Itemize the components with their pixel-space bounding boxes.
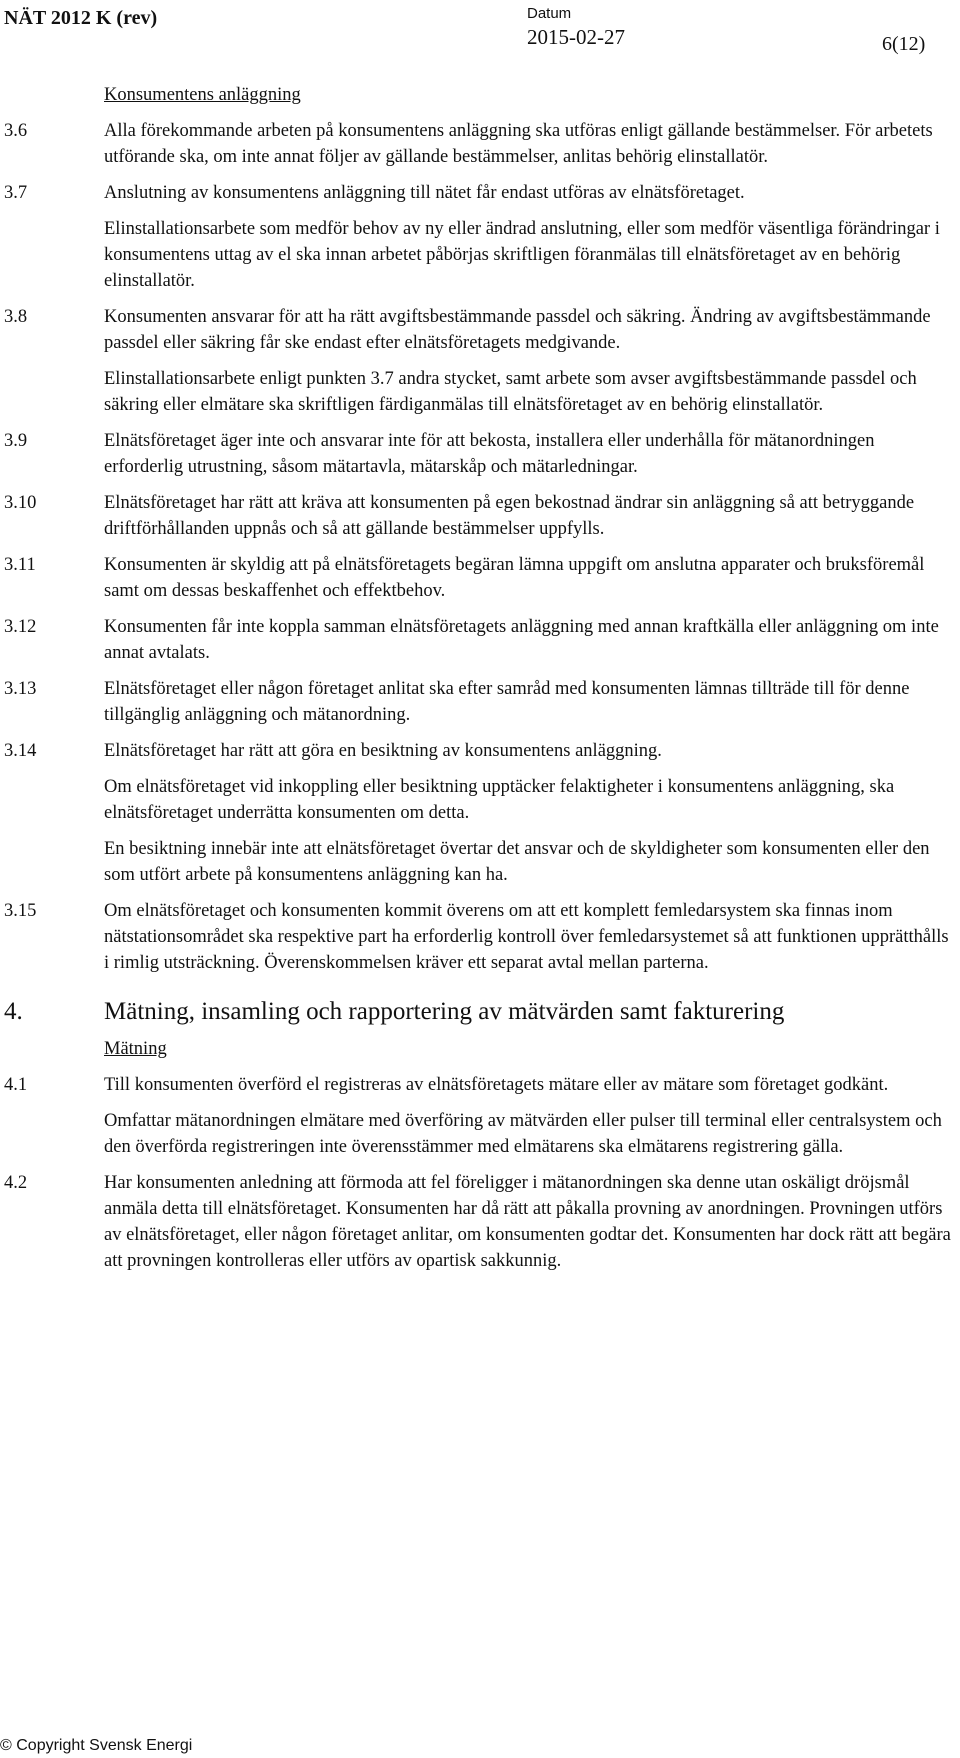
clause-text: Anslutning av konsumentens anläggning till nätet får endast utföras av elnätsföretaget. [104,183,745,203]
clause-3-10 [0,490,960,542]
clause-number: 3.13 [4,679,37,699]
clause-number: 3.7 [4,183,28,203]
clause-3-13 [0,676,960,728]
clause-text: Till konsumenten överförd el registreras av elnätsföretagets mätare eller av mätare som företaget godkänt. [104,1075,889,1095]
clause-text: Konsumenten får inte koppla samman elnätsföretagets anläggning med annan kraftkälla eller anläggning om inte annat avtalats. [104,617,939,663]
clause-paragraph: Elinstallationsarbete som medför behov av ny eller ändrad anslutning, eller som medför väsentliga förändringar i konsumentens uttag av el ska innan arbetet påbörjas skriftligen föranmälas till elnätsföretaget av en behörig elinstallatör. [104,219,940,291]
clause-paragraph: Elinstallationsarbete enligt punkten 3.7 andra stycket, samt arbete som avser avgiftsbestämmande passdel och säkring eller elmätare ska skriftligen färdiganmälas till elnätsföretaget av en behörig elinstallatör. [104,369,917,415]
subheading-matning: Mätning [104,1039,167,1059]
section-4-heading [0,996,960,1028]
clause-number: 3.15 [4,901,37,921]
clause-number: 4.2 [4,1173,28,1193]
clause-number: 4.1 [4,1075,28,1095]
clause-text: Elnätsföretaget har rätt att kräva att konsumenten på egen bekostnad ändrar sin anläggning så att betryggande driftförhållanden uppnås och så att gällande bestämmelser uppfylls. [104,493,915,539]
date-label: Datum [527,5,572,22]
clause-text: Konsumenten ansvarar för att ha rätt avgiftsbestämmande passdel och säkring. Ändring av avgiftsbestämmande passdel eller säkring får ske endast efter elnätsföretagets medgivande. [104,307,931,353]
section-title: Mätning, insamling och rapportering av mätvärden samt fakturering [104,998,785,1025]
section-number: 4. [4,998,23,1025]
clause-3-8 [0,304,960,356]
clause-3-12 [0,614,960,666]
page-number: 6(12) [882,33,926,55]
clause-number: 3.14 [4,741,37,761]
clause-number: 3.12 [4,617,37,637]
clause-number: 3.10 [4,493,37,513]
clause-4-1 [0,1072,960,1098]
clause-3-7 [0,180,960,206]
clause-text: Om elnätsföretaget och konsumenten kommit överens om att ett komplett femledarsystem ska finnas inom nätstationsområdet ska respektive part ha erforderlig kontroll över femledarsystemet så att funktionen upprätthålls i rimlig utsträckning. Överenskommelsen kräver ett separat avtal mellan parterna. [104,901,949,973]
date-value: 2015-02-27 [527,25,625,49]
clause-paragraph: Omfattar mätanordningen elmätare med överföring av mätvärden eller pulser till terminal eller centralsystem och den överförda registreringen inte överensstämmer med elmätarens ska elmätarens registrering gälla. [104,1111,942,1157]
clause-text: Har konsumenten anledning att förmoda att fel föreligger i mätanordningen ska denne utan oskäligt dröjsmål anmäla detta till elnätsföretaget. Konsumenten har då rätt att påkalla provning av anordningen. Provningen utförs av elnätsföretaget, eller någon företaget anlitar, om konsumenten godtar det. Konsumenten har dock rätt att begära att provningen kontrolleras eller utförs av opartisk sakkunnig. [104,1173,951,1271]
clause-3-6 [0,118,960,170]
clause-4-2 [0,1170,960,1274]
clause-number: 3.11 [4,555,36,575]
clause-text: Konsumenten är skyldig att på elnätsföretagets begäran lämna uppgift om anslutna apparater och bruksföremål samt om dessas beskaffenhet och effektbehov. [104,555,925,601]
clause-text: Elnätsföretaget har rätt att göra en besiktning av konsumentens anläggning. [104,741,662,761]
subheading-konsumentens-anlaggning: Konsumentens anläggning [104,85,301,105]
clause-number: 3.9 [4,431,28,451]
clause-paragraph: Om elnätsföretaget vid inkoppling eller besiktning upptäcker felaktigheter i konsumentens anläggning, ska elnätsföretaget underrätta konsumenten om detta. [104,777,895,823]
copyright-footer: © Copyright Svensk Energi [0,1737,193,1754]
clause-3-14 [0,738,960,764]
clause-text: Elnätsföretaget äger inte och ansvarar inte för att bekosta, installera eller underhålla för mätanordningen erforderlig utrustning, såsom mätartavla, mätarskåp och mätarledningar. [104,431,875,477]
clause-paragraph: En besiktning innebär inte att elnätsföretaget övertar det ansvar och de skyldigheter som konsumenten eller den som utfört arbete på konsumentens anläggning kan ha. [104,839,930,885]
page-header [0,0,960,60]
clause-text: Alla förekommande arbeten på konsumentens anläggning ska utföras enligt gällande bestämmelser. För arbetets utförande ska, om inte annat följer av gällande bestämmelser, anlitas behörig elinstallatör. [104,121,933,167]
clause-3-11 [0,552,960,604]
clause-text: Elnätsföretaget eller någon företaget anlitat ska efter samråd med konsumenten lämnas tillträde till för denne tillgänglig anläggning och mätanordning. [104,679,910,725]
document-body [0,82,960,1284]
clause-3-9 [0,428,960,480]
clause-number: 3.6 [4,121,28,141]
clause-3-15 [0,898,960,976]
document-title: NÄT 2012 K (rev) [4,7,158,29]
clause-number: 3.8 [4,307,28,327]
